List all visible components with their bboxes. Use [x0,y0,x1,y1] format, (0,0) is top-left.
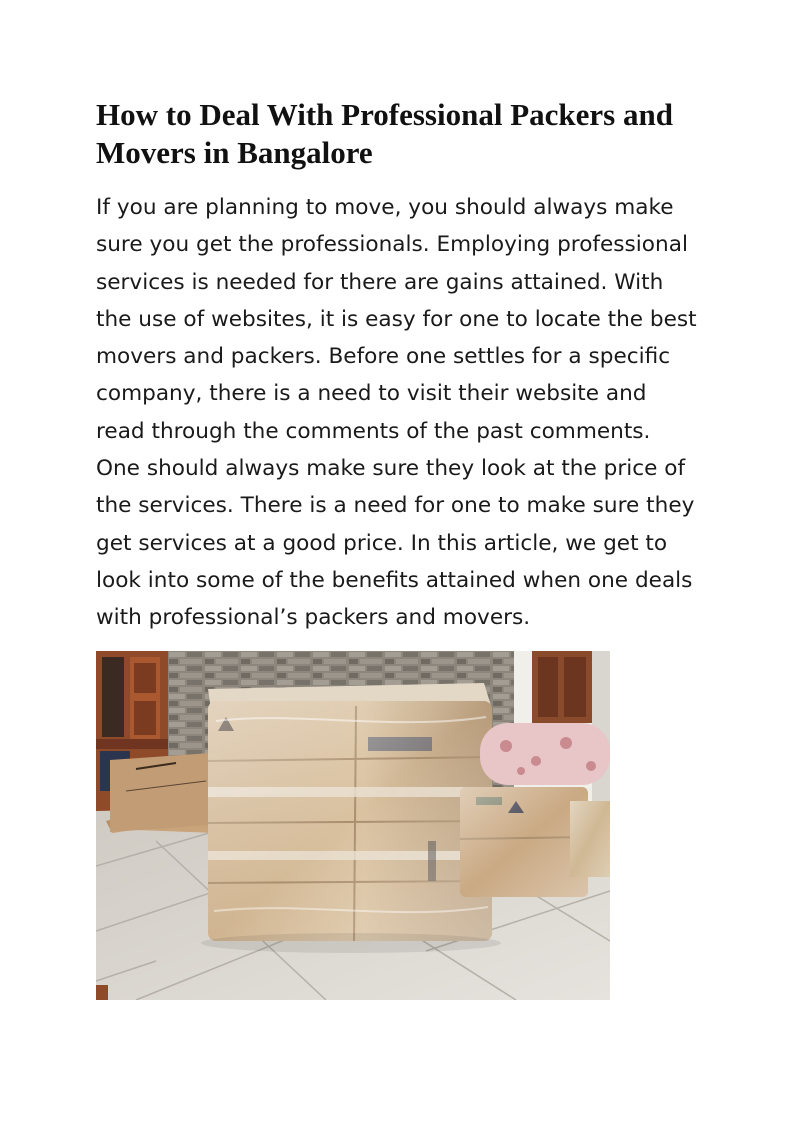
article-paragraph: If you are planning to move, you should always make sure you get the professionals. Employing professional services is needed for there are gains attained. With the use of websites, it is easy for one to locate the best movers and packers. Before one settles for a specific company, there is a need to visit their website and read through the comments of the past comments. One should always make sure they look at the price of the services. There is a need for one to make sure they get services at a good price. In this article, we get to look into some of the benefits attained when one deals with professional’s packers and movers. [96,195,697,631]
packed-boxes-illustration [96,651,610,1000]
door-trim [96,985,108,1000]
main-wrapped-box-stack [208,683,492,941]
packed-boxes-photo [96,651,610,1000]
stack-shadow [201,933,501,953]
small-box-far-right [570,801,610,877]
right-wrapped-box [460,787,588,897]
article-title: How to Deal With Professional Packers and Movers in Bangalore [96,97,673,170]
pink-fabric-bundle [480,723,610,785]
flat-cardboard-box [106,752,220,833]
